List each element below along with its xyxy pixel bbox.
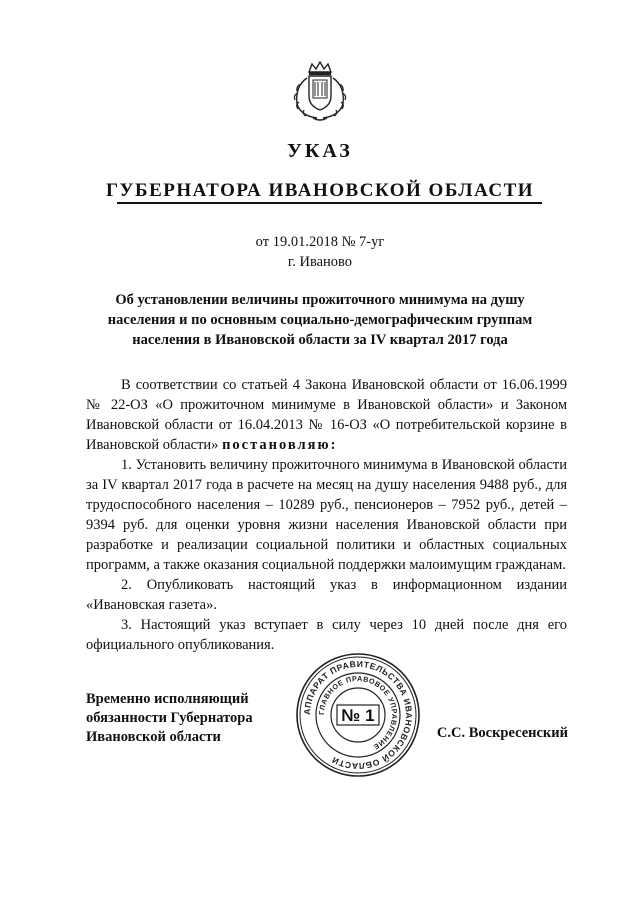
item-paragraph-2: 2. Опубликовать настоящий указ в информационном издании «Ивановская газета». bbox=[86, 577, 567, 613]
stamp-number: № 1 bbox=[341, 706, 375, 725]
preamble-text: В соответствии со статьей 4 Закона Ивановской области от 16.06.1999 № 22-ОЗ «О прожиточном минимуме в Ивановской области» и Законом Ивановской области от 16.04.2013 № 16-ОЗ «О потребительской корзине в Ивановской области» bbox=[86, 377, 567, 453]
title-underline bbox=[117, 202, 542, 204]
signer-position-line: Временно исполняющий bbox=[86, 691, 249, 707]
signer-position-line: обязанности Губернатора bbox=[86, 710, 253, 726]
document-body bbox=[86, 375, 567, 655]
coat-of-arms-icon bbox=[287, 60, 353, 124]
issuing-authority: ГУБЕРНАТОРА ИВАНОВСКОЙ ОБЛАСТИ bbox=[105, 180, 535, 201]
preamble-paragraph bbox=[86, 375, 567, 455]
document-city: г. Иваново bbox=[287, 254, 353, 270]
item-paragraph-3: 3. Настоящий указ вступает в силу через 10 дней после дня его официального опубликования. bbox=[86, 617, 567, 653]
document-subject: Об установлении величины прожиточного минимума на душу населения и по основным социально-демографическим группам населения в Ивановской области за IV квартал 2017 года bbox=[107, 292, 533, 348]
stamp-inner-text: ГЛАВНОЕ ПРАВОВОЕ УПРАВЛЕНИЕ bbox=[316, 673, 400, 752]
decree-word: постановляю: bbox=[222, 437, 338, 453]
document-title: УКАЗ bbox=[287, 140, 353, 162]
official-stamp bbox=[294, 651, 422, 779]
document-date-number: от 19.01.2018 № 7-уг bbox=[255, 234, 385, 250]
stamp-outer-text: АППАРАТ ПРАВИТЕЛЬСТВА ИВАНОВСКОЙ ОБЛАСТИ bbox=[301, 658, 415, 772]
signer-position bbox=[86, 690, 286, 747]
signer-name: С.С. Воскресенский bbox=[436, 725, 568, 741]
item-paragraph-1: 1. Установить величину прожиточного минимума в Ивановской области за IV квартал 2017 года в расчете на месяц на душу населения 9488 руб., для трудоспособного населения – 10289 руб., пенсионеров – 7952 руб., детей – 9394 руб. для оценки уровня жизни населения Ивановской области при разработке и реализации социальной политики и областных социальных программ, а также оказания социальной поддержки малоимущим гражданам. bbox=[86, 457, 567, 573]
signer-position-line: Ивановской области bbox=[86, 729, 221, 745]
